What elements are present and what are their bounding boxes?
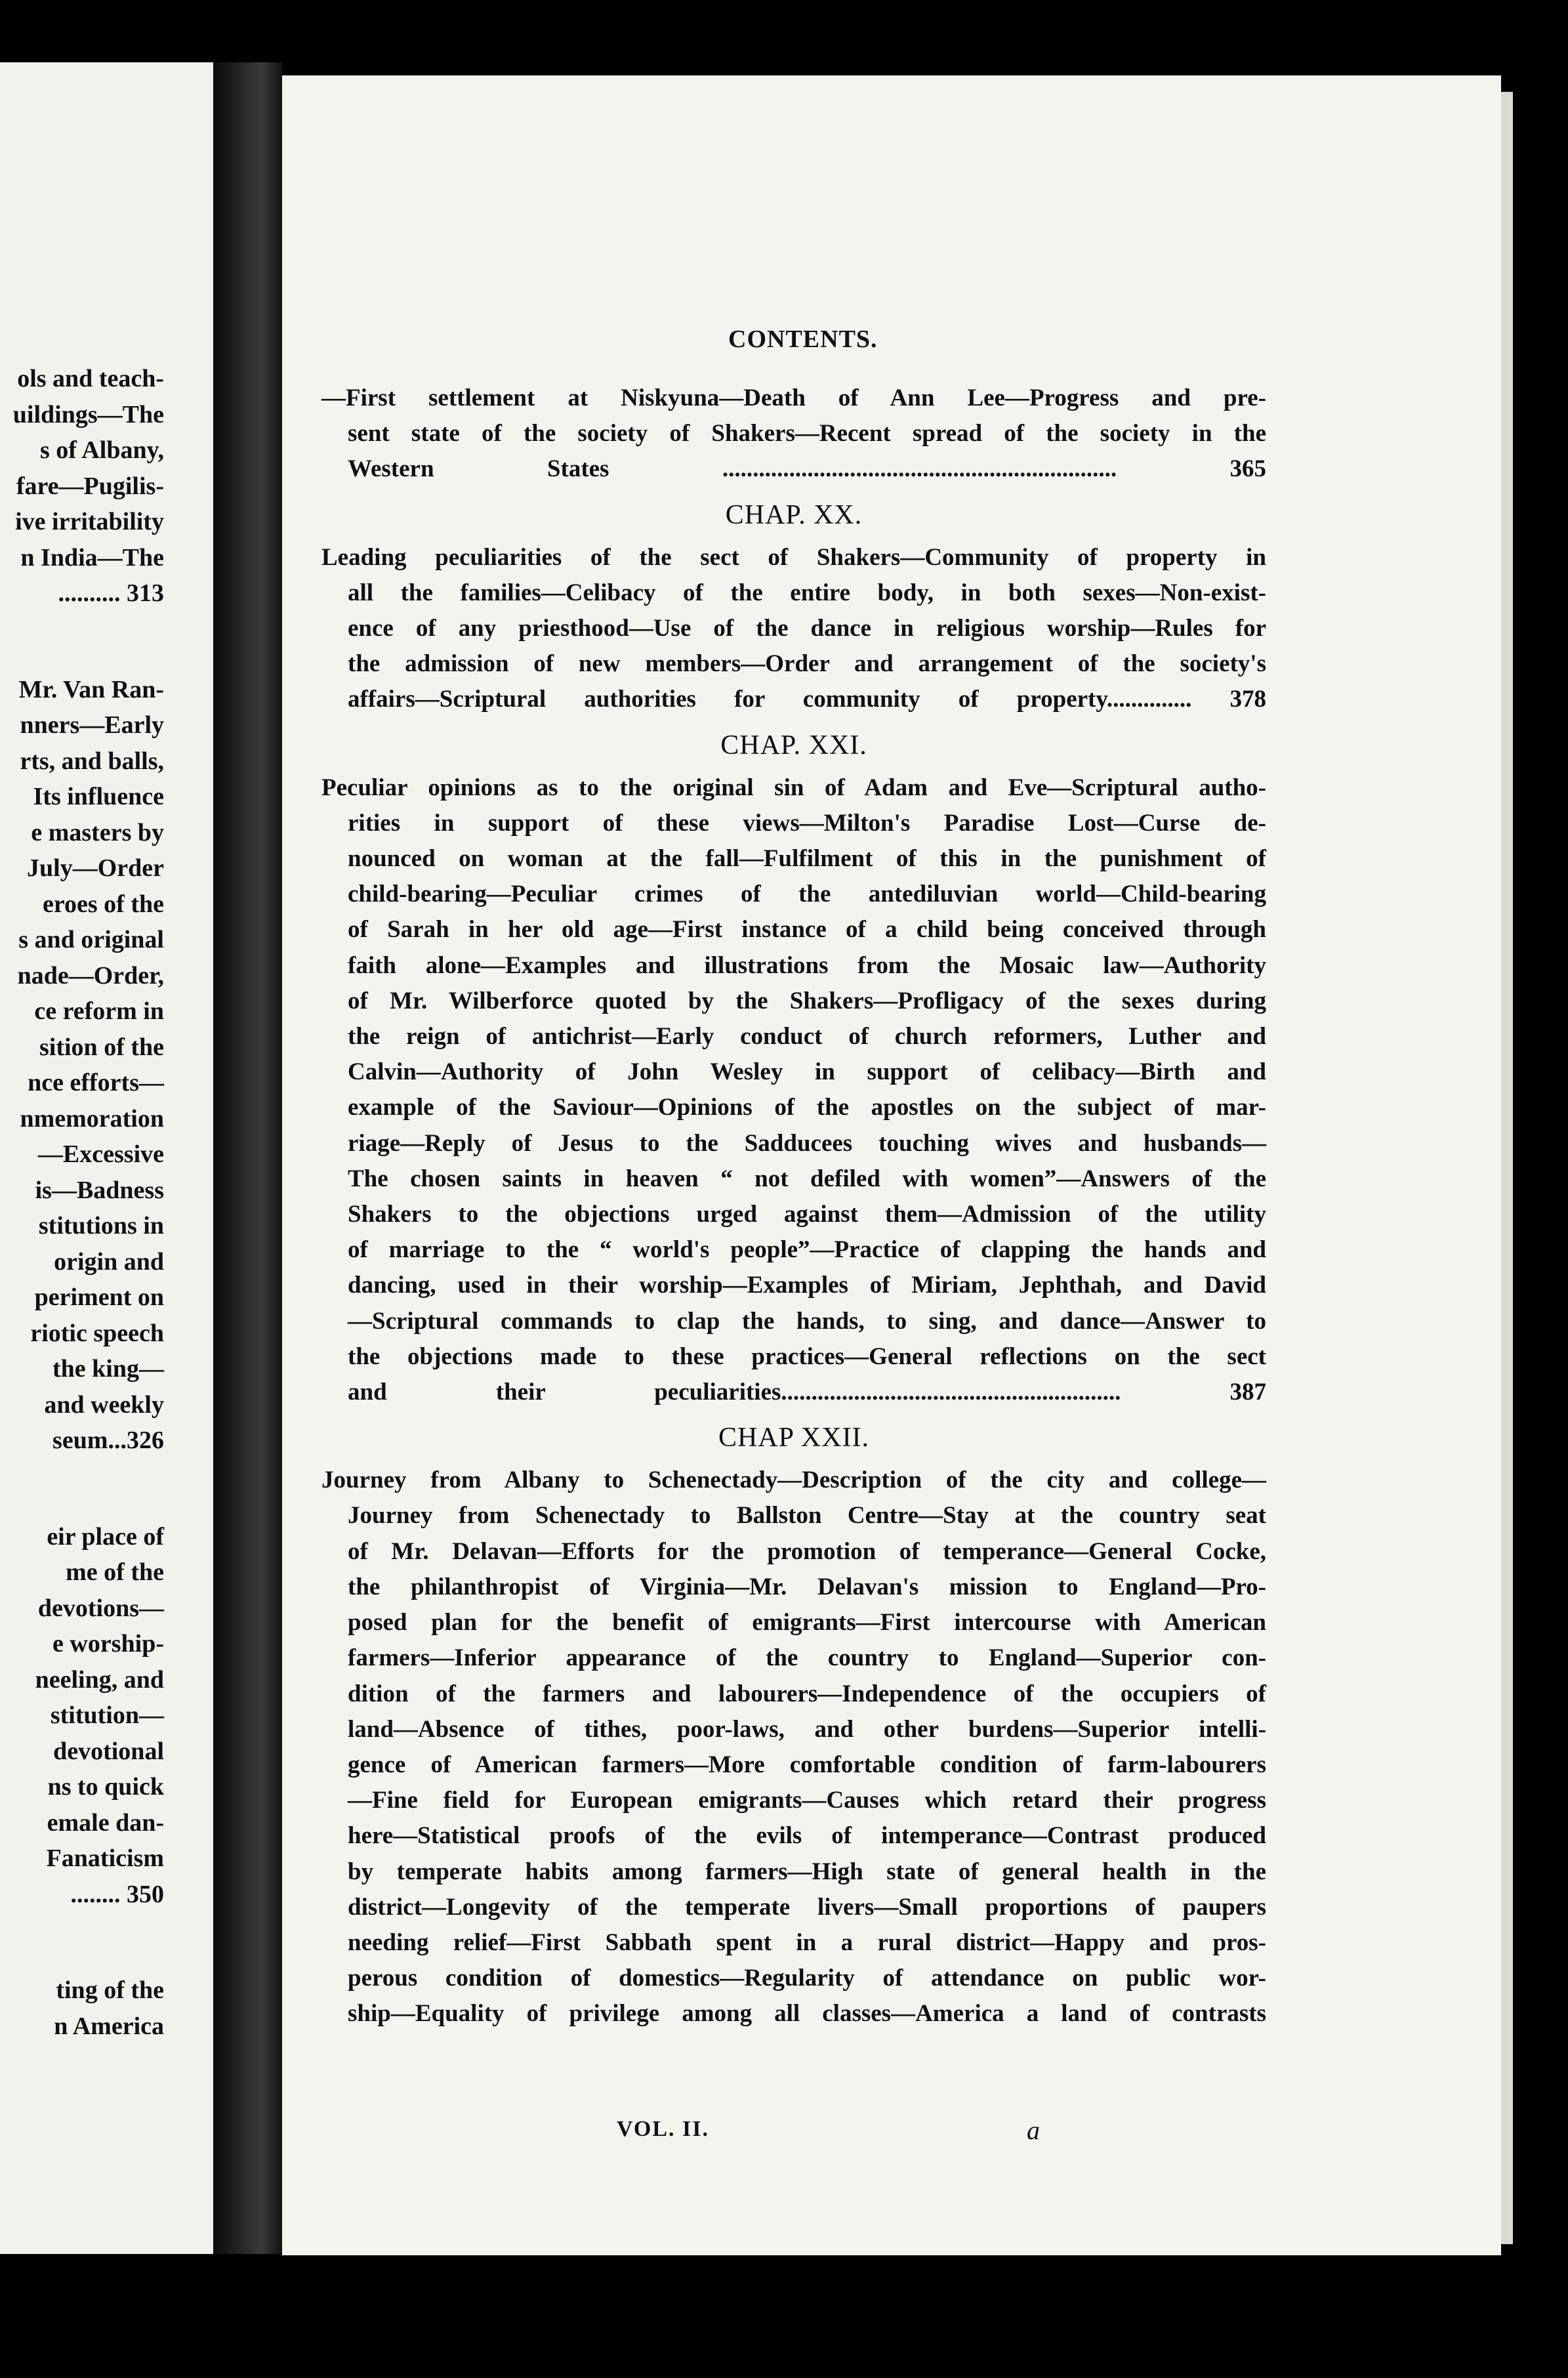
- facing-page-line: ........ 350: [70, 1880, 164, 1908]
- facing-page-gap: [0, 1459, 164, 1519]
- facing-page-line: ols and teach-: [17, 365, 164, 392]
- entry-line: faith alone—Examples and illustrations from the Mosaic law—Authority: [348, 951, 1266, 979]
- entry-line: ship—Equality of privilege among all classes—America a land of contrasts: [348, 2000, 1266, 2028]
- facing-page-line: emale dan-: [47, 1808, 164, 1837]
- entry-line: nounced on woman at the fall—Fulfilment of this in the punishment of: [348, 845, 1266, 873]
- entry-line: of Mr. Wilberforce quoted by the Shakers—Profligacy of the sexes during: [348, 987, 1266, 1014]
- entry-continuation: [321, 381, 1266, 488]
- entry-line: gence of American farmers—More comfortable condition of farm-labourers: [348, 1751, 1266, 1778]
- entry-line: all the families—Celibacy of the entire body, in both sexes—Non-exist-: [348, 579, 1266, 606]
- facing-page-text: [0, 361, 164, 2044]
- facing-page-line: neeling, and: [35, 1665, 164, 1694]
- entry-line: rities in support of these views—Milton's Paradise Lost—Curse de-: [348, 809, 1266, 837]
- entry-chap-xxii: [321, 1463, 1266, 2032]
- chapter-heading: CHAP. XX.: [725, 499, 863, 530]
- facing-page-line: s and original: [18, 926, 164, 953]
- facing-page-line: riotic speech: [30, 1319, 164, 1347]
- entry-line: the philanthropist of Virginia—Mr. Delavan's mission to England—Pro-: [348, 1573, 1266, 1600]
- facing-page-line: seum...326: [52, 1427, 164, 1454]
- book-gutter: [213, 62, 282, 2254]
- facing-page-line: Its influence: [33, 783, 164, 810]
- facing-page-line: nce efforts—: [28, 1069, 164, 1096]
- facing-page-line: July—Order: [27, 854, 164, 882]
- facing-page-line: stitutions in: [38, 1212, 164, 1240]
- entry-line: sent state of the society of Shakers—Recent spread of the society in the: [348, 420, 1266, 448]
- facing-page-line: eir place of: [47, 1522, 164, 1551]
- entry-line: posed plan for the benefit of emigrants—First intercourse with American: [348, 1609, 1266, 1637]
- facing-page-line: the king—: [52, 1355, 164, 1383]
- entry-line: —First settlement at Niskyuna—Death of Ann Lee—Progress and pre-: [321, 385, 1266, 411]
- facing-page-line: rts, and balls,: [20, 747, 164, 775]
- volume-mark: VOL. II.: [617, 2117, 709, 2141]
- chapter-heading: CHAP. XXI.: [720, 730, 867, 761]
- entry-line: Journey from Albany to Schenectady—Description of the city and college—: [321, 1467, 1266, 1494]
- running-head: CONTENTS.: [728, 325, 878, 353]
- signature-mark: a: [1027, 2116, 1040, 2145]
- entry-line: —Fine field for European emigrants—Causes which retard their progress: [348, 1787, 1266, 1814]
- entry-line: The chosen saints in heaven “ not defiled with women”—Answers of the: [348, 1165, 1266, 1192]
- entry-line: by temperate habits among farmers—High state of general health in the: [348, 1858, 1266, 1885]
- entry-lines: [321, 381, 1266, 488]
- facing-page-gap: [0, 1912, 164, 1972]
- facing-page-line: fare—Pugilis-: [16, 472, 164, 500]
- facing-page-line: periment on: [34, 1283, 164, 1311]
- facing-page-line: Fanaticism: [46, 1845, 164, 1872]
- entry-chap-xx: [321, 540, 1266, 718]
- entry-line: —Scriptural commands to clap the hands, to sing, and dance—Answer to: [348, 1307, 1266, 1335]
- facing-page-line: uildings—The: [12, 400, 164, 428]
- facing-page-line: stitution—: [50, 1701, 164, 1729]
- entry-line: farmers—Inferior appearance of the country to England—Superior con-: [348, 1644, 1266, 1672]
- entry-line: Western States ................................................................. 365: [348, 455, 1266, 483]
- facing-page-line: is—Badness: [35, 1176, 164, 1204]
- entry-lines: [321, 1463, 1266, 2032]
- facing-page-line: me of the: [66, 1558, 164, 1586]
- entry-line: perous condition of domestics—Regularity of attendance on public wor-: [348, 1965, 1266, 1992]
- entry-line: of Mr. Delavan—Efforts for the promotion of temperance—General Cocke,: [348, 1537, 1266, 1565]
- facing-page-line: ive irritability: [15, 508, 164, 535]
- facing-page-line: e worship-: [52, 1630, 164, 1658]
- facing-page-line: Mr. Van Ran-: [18, 675, 164, 703]
- facing-page-line: sition of the: [39, 1033, 164, 1061]
- entry-line: the objections made to these practices—General reflections on the sect: [348, 1343, 1266, 1370]
- entry-line: here—Statistical proofs of the evils of intemperance—Contrast produced: [348, 1822, 1266, 1850]
- entry-line: riage—Reply of Jesus to the Sadducees touching wives and husbands—: [348, 1129, 1266, 1157]
- facing-page-line: nners—Early: [20, 711, 164, 739]
- entry-line: land—Absence of tithes, poor-laws, and other burdens—Superior intelli-: [348, 1715, 1266, 1743]
- contents-body: [321, 325, 1266, 2032]
- facing-page-line: and weekly: [44, 1390, 164, 1419]
- entry-line: and their peculiarities........................................................ 387: [348, 1379, 1266, 1406]
- facing-page-line: s of Albany,: [39, 436, 164, 464]
- facing-page-line: .......... 313: [58, 579, 164, 607]
- entry-line: dancing, used in their worship—Examples of Miriam, Jephthah, and David: [348, 1272, 1266, 1299]
- facing-page: [0, 62, 213, 2254]
- chapter-heading: CHAP XXII.: [718, 1423, 870, 1453]
- facing-page-line: e masters by: [31, 818, 164, 846]
- entry-line: Calvin—Authority of John Wesley in support of celibacy—Birth and: [348, 1058, 1266, 1086]
- entry-line: of Sarah in her old age—First instance of a child being conceived through: [348, 916, 1266, 944]
- contents-page: [282, 75, 1501, 2255]
- entry-line: child-bearing—Peculiar crimes of the antediluvian world—Child-bearing: [348, 881, 1266, 908]
- entry-line: example of the Saviour—Opinions of the apostles on the subject of mar-: [348, 1094, 1266, 1121]
- entry-line: Peculiar opinions as to the original sin of Adam and Eve—Scriptural autho-: [321, 774, 1266, 801]
- entry-line: of marriage to the “ world's people”—Practice of clapping the hands and: [348, 1236, 1266, 1264]
- facing-page-line: —Excessive: [37, 1140, 164, 1168]
- facing-page-line: nmemoration: [20, 1104, 164, 1133]
- facing-page-line: devotional: [53, 1737, 164, 1765]
- facing-page-line: ce reform in: [34, 997, 164, 1025]
- facing-page-line: devotions—: [37, 1594, 164, 1622]
- entry-line: the reign of antichrist—Early conduct of church reformers, Luther and: [348, 1023, 1266, 1051]
- facing-page-line: n India—The: [20, 543, 164, 572]
- facing-page-line: eroes of the: [42, 890, 164, 918]
- facing-page-line: origin and: [54, 1247, 164, 1276]
- entry-line: Leading peculiarities of the sect of Shakers—Community of property in: [321, 543, 1266, 571]
- entry-line: dition of the farmers and labourers—Independence of the occupiers of: [348, 1680, 1266, 1707]
- entry-lines: [321, 770, 1266, 1411]
- facing-page-gap: [0, 612, 164, 672]
- entry-line: affairs—Scriptural authorities for community of property.............. 378: [348, 686, 1266, 713]
- entry-line: the admission of new members—Order and arrangement of the society's: [348, 650, 1266, 678]
- facing-page-line: ting of the: [56, 1976, 164, 2004]
- facing-page-line: n America: [54, 2012, 164, 2040]
- entry-line: needing relief—First Sabbath spent in a rural district—Happy and pros-: [348, 1929, 1266, 1956]
- entry-chap-xxi: [321, 770, 1266, 1411]
- entry-lines: [321, 540, 1266, 718]
- facing-page-line: ns to quick: [47, 1773, 164, 1801]
- entry-line: Journey from Schenectady to Ballston Centre—Stay at the country seat: [348, 1502, 1266, 1530]
- page-edge: [1501, 92, 1513, 2244]
- entry-line: ence of any priesthood—Use of the dance in religious worship—Rules for: [348, 615, 1266, 642]
- entry-line: Shakers to the objections urged against them—Admission of the utility: [348, 1201, 1266, 1228]
- facing-page-line: nade—Order,: [17, 961, 164, 990]
- entry-line: district—Longevity of the temperate livers—Small proportions of paupers: [348, 1893, 1266, 1921]
